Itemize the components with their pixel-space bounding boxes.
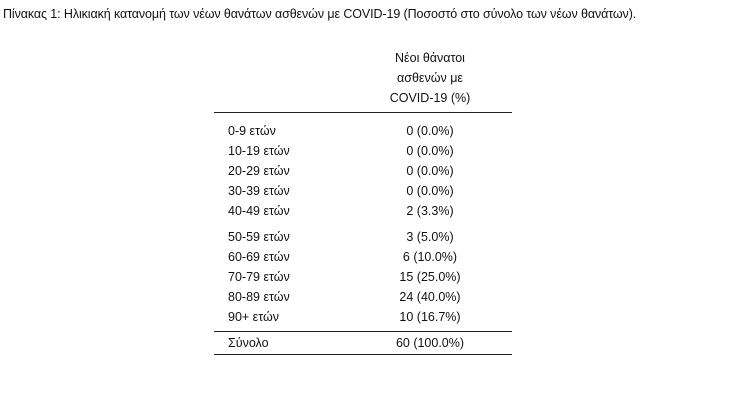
age-group-cell: 90+ ετών (228, 310, 280, 324)
deaths-value-cell: 0 (0.0%) (406, 184, 454, 198)
deaths-value-cell: 24 (40.0%) (399, 290, 461, 304)
table-row (214, 227, 512, 247)
table-row (214, 267, 512, 287)
column-header-line-2: ασθενών με (397, 71, 463, 85)
age-group-cell: 70-79 ετών (228, 270, 290, 284)
age-group-cell: 30-39 ετών (228, 184, 290, 198)
deaths-value-cell: 0 (0.0%) (406, 144, 454, 158)
deaths-value-cell: 0 (0.0%) (406, 164, 454, 178)
age-group-cell: 10-19 ετών (228, 144, 290, 158)
deaths-value-cell: 2 (3.3%) (406, 204, 454, 218)
deaths-value-cell: 3 (5.0%) (406, 230, 454, 244)
age-group-cell: 40-49 ετών (228, 204, 290, 218)
table-row (214, 247, 512, 267)
age-group-cell: 50-59 ετών (228, 230, 290, 244)
total-label-cell: Σύνολο (228, 336, 269, 350)
table-row (214, 287, 512, 307)
deaths-value-cell: 6 (10.0%) (402, 250, 458, 264)
table-header (214, 42, 512, 112)
table-row (214, 181, 512, 201)
table-row (214, 201, 512, 221)
age-group-cell: 60-69 ετών (228, 250, 290, 264)
table-row (214, 307, 512, 327)
table-body (214, 113, 512, 331)
column-header-line-1: Νέοι θάνατοι (395, 51, 465, 65)
age-group-cell: 80-89 ετών (228, 290, 290, 304)
column-header-line-3: COVID-19 (%) (389, 91, 471, 105)
deaths-value-cell: 10 (16.7%) (399, 310, 461, 324)
bottom-rule (214, 354, 512, 355)
table-caption: Πίνακας 1: Ηλικιακή κατανομή των νέων θανάτων ασθενών με COVID-19 (Ποσοστό στο σύνολο των νέων θανάτων). (3, 7, 637, 21)
total-value-cell: 60 (100.0%) (395, 336, 465, 350)
total-row (214, 332, 512, 354)
deaths-value-cell: 15 (25.0%) (399, 270, 461, 284)
age-group-cell: 0-9 ετών (228, 124, 276, 138)
age-group-cell: 20-29 ετών (228, 164, 290, 178)
deaths-value-cell: 0 (0.0%) (406, 124, 454, 138)
deaths-by-age-table (214, 42, 512, 355)
table-row (214, 161, 512, 181)
table-row (214, 121, 512, 141)
table-row (214, 141, 512, 161)
